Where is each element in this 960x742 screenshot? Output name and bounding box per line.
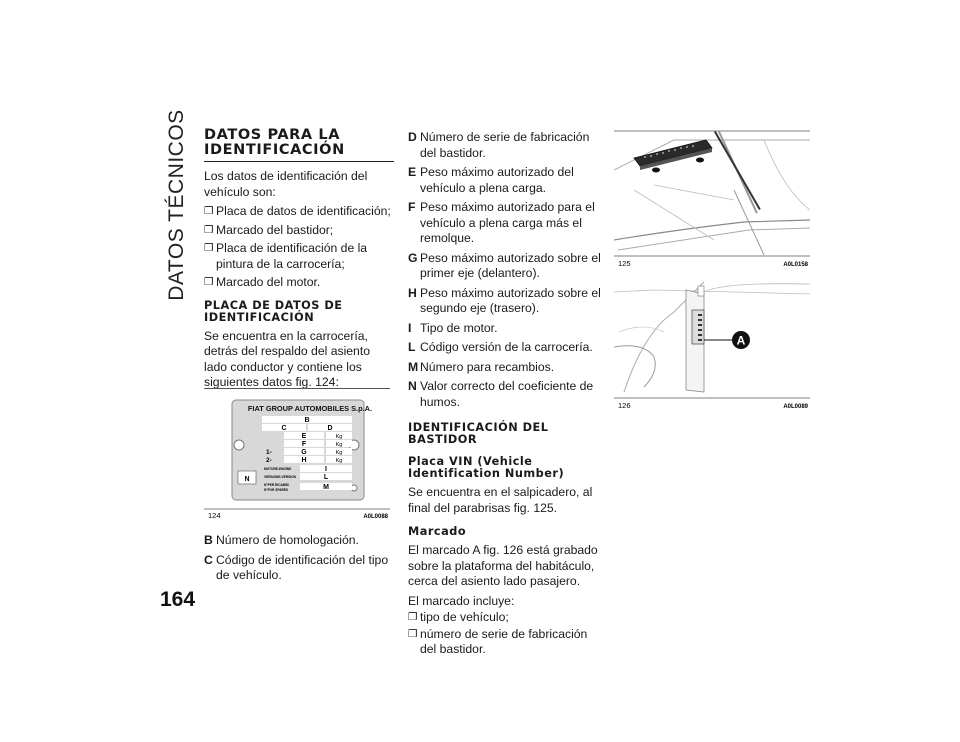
plate-label-G: G (301, 449, 307, 456)
plate-label-N: N (244, 476, 250, 483)
list-item: E Peso máximo autorizado del vehículo a plena carga. (408, 165, 574, 195)
id-plate-illustration (204, 388, 390, 521)
list-item: C Código de identificación del tipo de vehículo. (204, 552, 389, 582)
figure-rule (204, 388, 390, 389)
plate-label-H: H (301, 457, 307, 464)
list-item: B Número de homologación. (204, 533, 359, 547)
list-item: I Tipo de motor. (408, 320, 498, 335)
subheading-plate: PLACA DE DATOS DE IDENTIFICACIÓN (204, 298, 343, 324)
bullet-item: ❒ Marcado del motor. (204, 275, 394, 291)
plate-label-B: B (304, 417, 310, 424)
figure-number: 125 (618, 259, 631, 268)
plate-small-text: N°PER RICAMBI (264, 483, 289, 487)
marcado-paragraph: El marcado A fig. 126 está grabado sobre la plataforma del habitáculo, cerca del asiento lado pasajero. (408, 543, 598, 588)
figure-number: 124 (208, 511, 221, 520)
bullet-item: ❒ número de serie de fabricación del bastidor. (408, 627, 604, 658)
plate-kg-label: Kg (335, 450, 343, 456)
figure-code: A0L0158 (783, 262, 808, 268)
subheading-marcado: Marcado (408, 525, 467, 538)
column-middle (408, 130, 604, 661)
plate-row-2: 2- (266, 457, 272, 464)
figure-code: A0L0089 (783, 404, 808, 410)
bullet-item: ❒ Placa de datos de identificación; (204, 204, 394, 220)
page-number: 164 (160, 588, 196, 611)
figure-code: A0L0088 (363, 514, 388, 520)
bullet-item: ❒ Placa de identificación de la pintura de la carrocería; (204, 241, 394, 272)
figure-126 (614, 272, 810, 410)
plate-label-C: C (281, 425, 287, 432)
chassis-marking-illustration (614, 272, 810, 410)
figure-125 (614, 130, 810, 270)
list-item: H Peso máximo autorizado sobre el segundo eje (trasero). (408, 285, 601, 315)
plate-label-L: L (323, 474, 329, 481)
column-left (204, 128, 394, 395)
plate-label-M: M (323, 484, 329, 491)
incluye-paragraph: El marcado incluye: (408, 593, 515, 608)
plate-label-E: E (301, 433, 307, 440)
section-title-text: DATOS TÉCNICOS (165, 109, 188, 301)
subheading-bastidor: IDENTIFICACIÓN DEL BASTIDOR (408, 421, 549, 446)
list-item: G Peso máximo autorizado sobre el primer eje (delantero). (408, 250, 601, 280)
figure-124 (204, 388, 390, 521)
bullet-item: ❒ tipo de vehículo; (408, 610, 604, 626)
list-item: D Número de serie de fabricación del bastidor. (408, 130, 590, 160)
plate-label-F: F (301, 441, 307, 448)
plate-label-D: D (327, 425, 333, 432)
vin-plate-illustration (614, 130, 810, 270)
plate-small-text: MOTORE-ENGINE (264, 467, 292, 471)
plate-row-1: 1- (266, 449, 272, 456)
list-item: N Valor correcto del coeficiente de humos. (408, 379, 594, 409)
plate-kg-label: Kg (335, 442, 343, 448)
items-left-list (204, 533, 394, 588)
list-item: M Número para recambios. (408, 359, 555, 374)
plate-small-text: N°FOR SPARES (264, 488, 289, 492)
marker-a-label: A (736, 333, 746, 348)
plate-paragraph: Se encuentra en la carrocería, detrás del respaldo del asiento lado conductor y contiene los siguientes datos fig. 124: (204, 328, 370, 389)
subheading-vin: Placa VIN (Vehicle Identification Number) (408, 455, 565, 480)
section-heading-identification: DATOS PARA LA IDENTIFICACIÓN (204, 128, 394, 162)
figure-number: 126 (618, 401, 631, 410)
plate-small-text: VERSIONE-VERSION (264, 475, 296, 479)
vin-paragraph: Se encuentra en el salpicadero, al final del parabrisas fig. 125. (408, 485, 593, 515)
intro-paragraph: Los datos de identificación del vehículo son: (204, 169, 368, 199)
plate-label-I: I (325, 466, 327, 473)
list-item: L Código versión de la carrocería. (408, 340, 593, 354)
plate-header: FIAT GROUP AUTOMOBILES S.p.A. (247, 404, 373, 413)
bullet-item: ❒ Marcado del bastidor; (204, 223, 394, 239)
plate-kg-label: Kg (335, 434, 343, 440)
section-sidebar-title (164, 109, 190, 301)
list-item: F Peso máximo autorizado para el vehículo a plena carga más el remolque. (408, 200, 595, 245)
plate-kg-label: Kg (335, 458, 343, 464)
